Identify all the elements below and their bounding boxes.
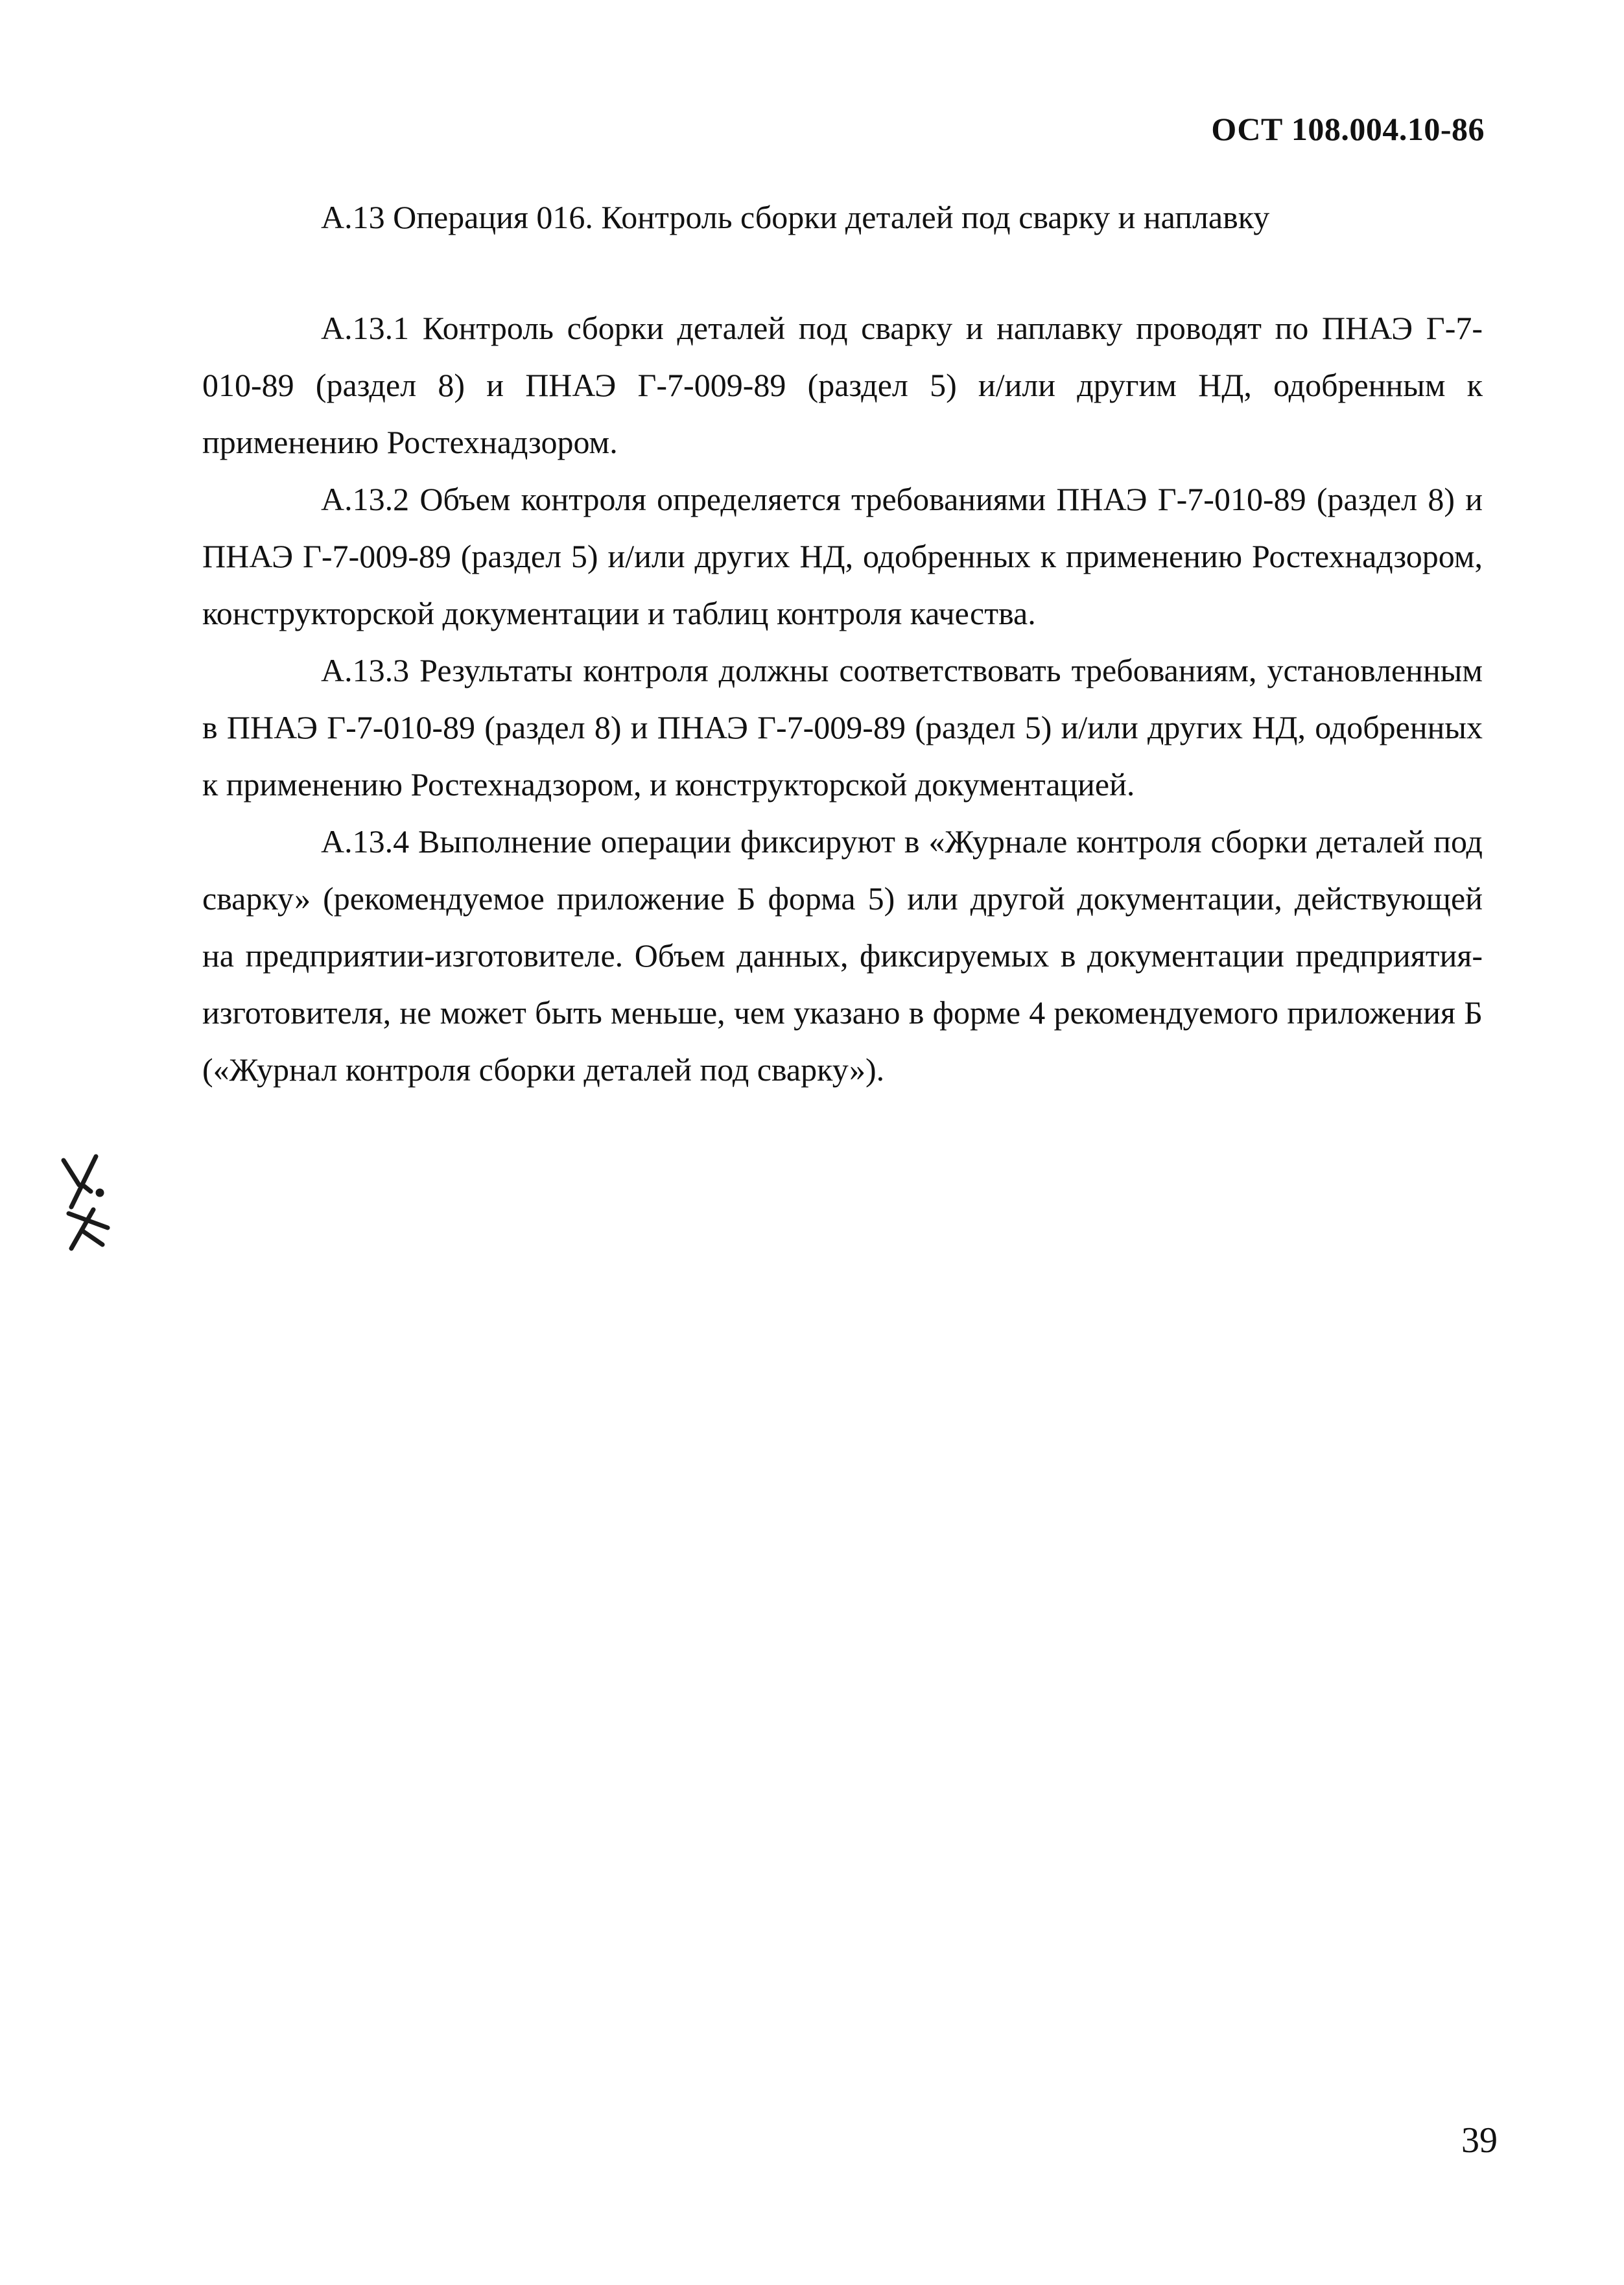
handwritten-mark-drawing [45, 1147, 123, 1258]
paragraph-a13-4: А.13.4 Выполнение операции фиксируют в «Журнале контроля сборки деталей под сварку» (рекомендуемое приложение Б форма 5) или другой документации, действующей на предприятии-изготовителе. Объем данных, фиксируемых в документации предприятия-изготовителя, не может быть меньше, чем указано в форме 4 рекомендуемого приложения Б («Журнал контроля сборки деталей под сварку»). [202, 823, 1483, 1088]
document-body [202, 194, 1483, 1098]
paragraph-a13-3: А.13.3 Результаты контроля должны соответствовать требованиям, установленным в ПНАЭ Г-7-010-89 (раздел 8) и ПНАЭ Г-7-009-89 (раздел 5) и/или других НД, одобренных к применению Ростехнадзором, и конструкторской документацией. [202, 652, 1483, 803]
paragraph-a13-1: А.13.1 Контроль сборки деталей под сварку и наплавку проводят по ПНАЭ Г-7-010-89 (раздел 8) и ПНАЭ Г-7-009-89 (раздел 5) и/или другим НД, одобренным к применению Ростехнадзором. [202, 310, 1483, 460]
paragraph-a13-2: А.13.2 Объем контроля определяется требованиями ПНАЭ Г-7-010-89 (раздел 8) и ПНАЭ Г-7-009-89 (раздел 5) и/или других НД, одобренных к применению Ростехнадзором, конструкторской документации и таблиц контроля качества. [202, 481, 1483, 631]
handwritten-margin-mark [45, 1147, 123, 1258]
document-code: ОСТ 108.004.10-86 [1211, 111, 1485, 147]
section-heading: А.13 Операция 016. Контроль сборки деталей под сварку и наплавку [321, 199, 1270, 235]
page-number: 39 [1461, 2120, 1498, 2161]
